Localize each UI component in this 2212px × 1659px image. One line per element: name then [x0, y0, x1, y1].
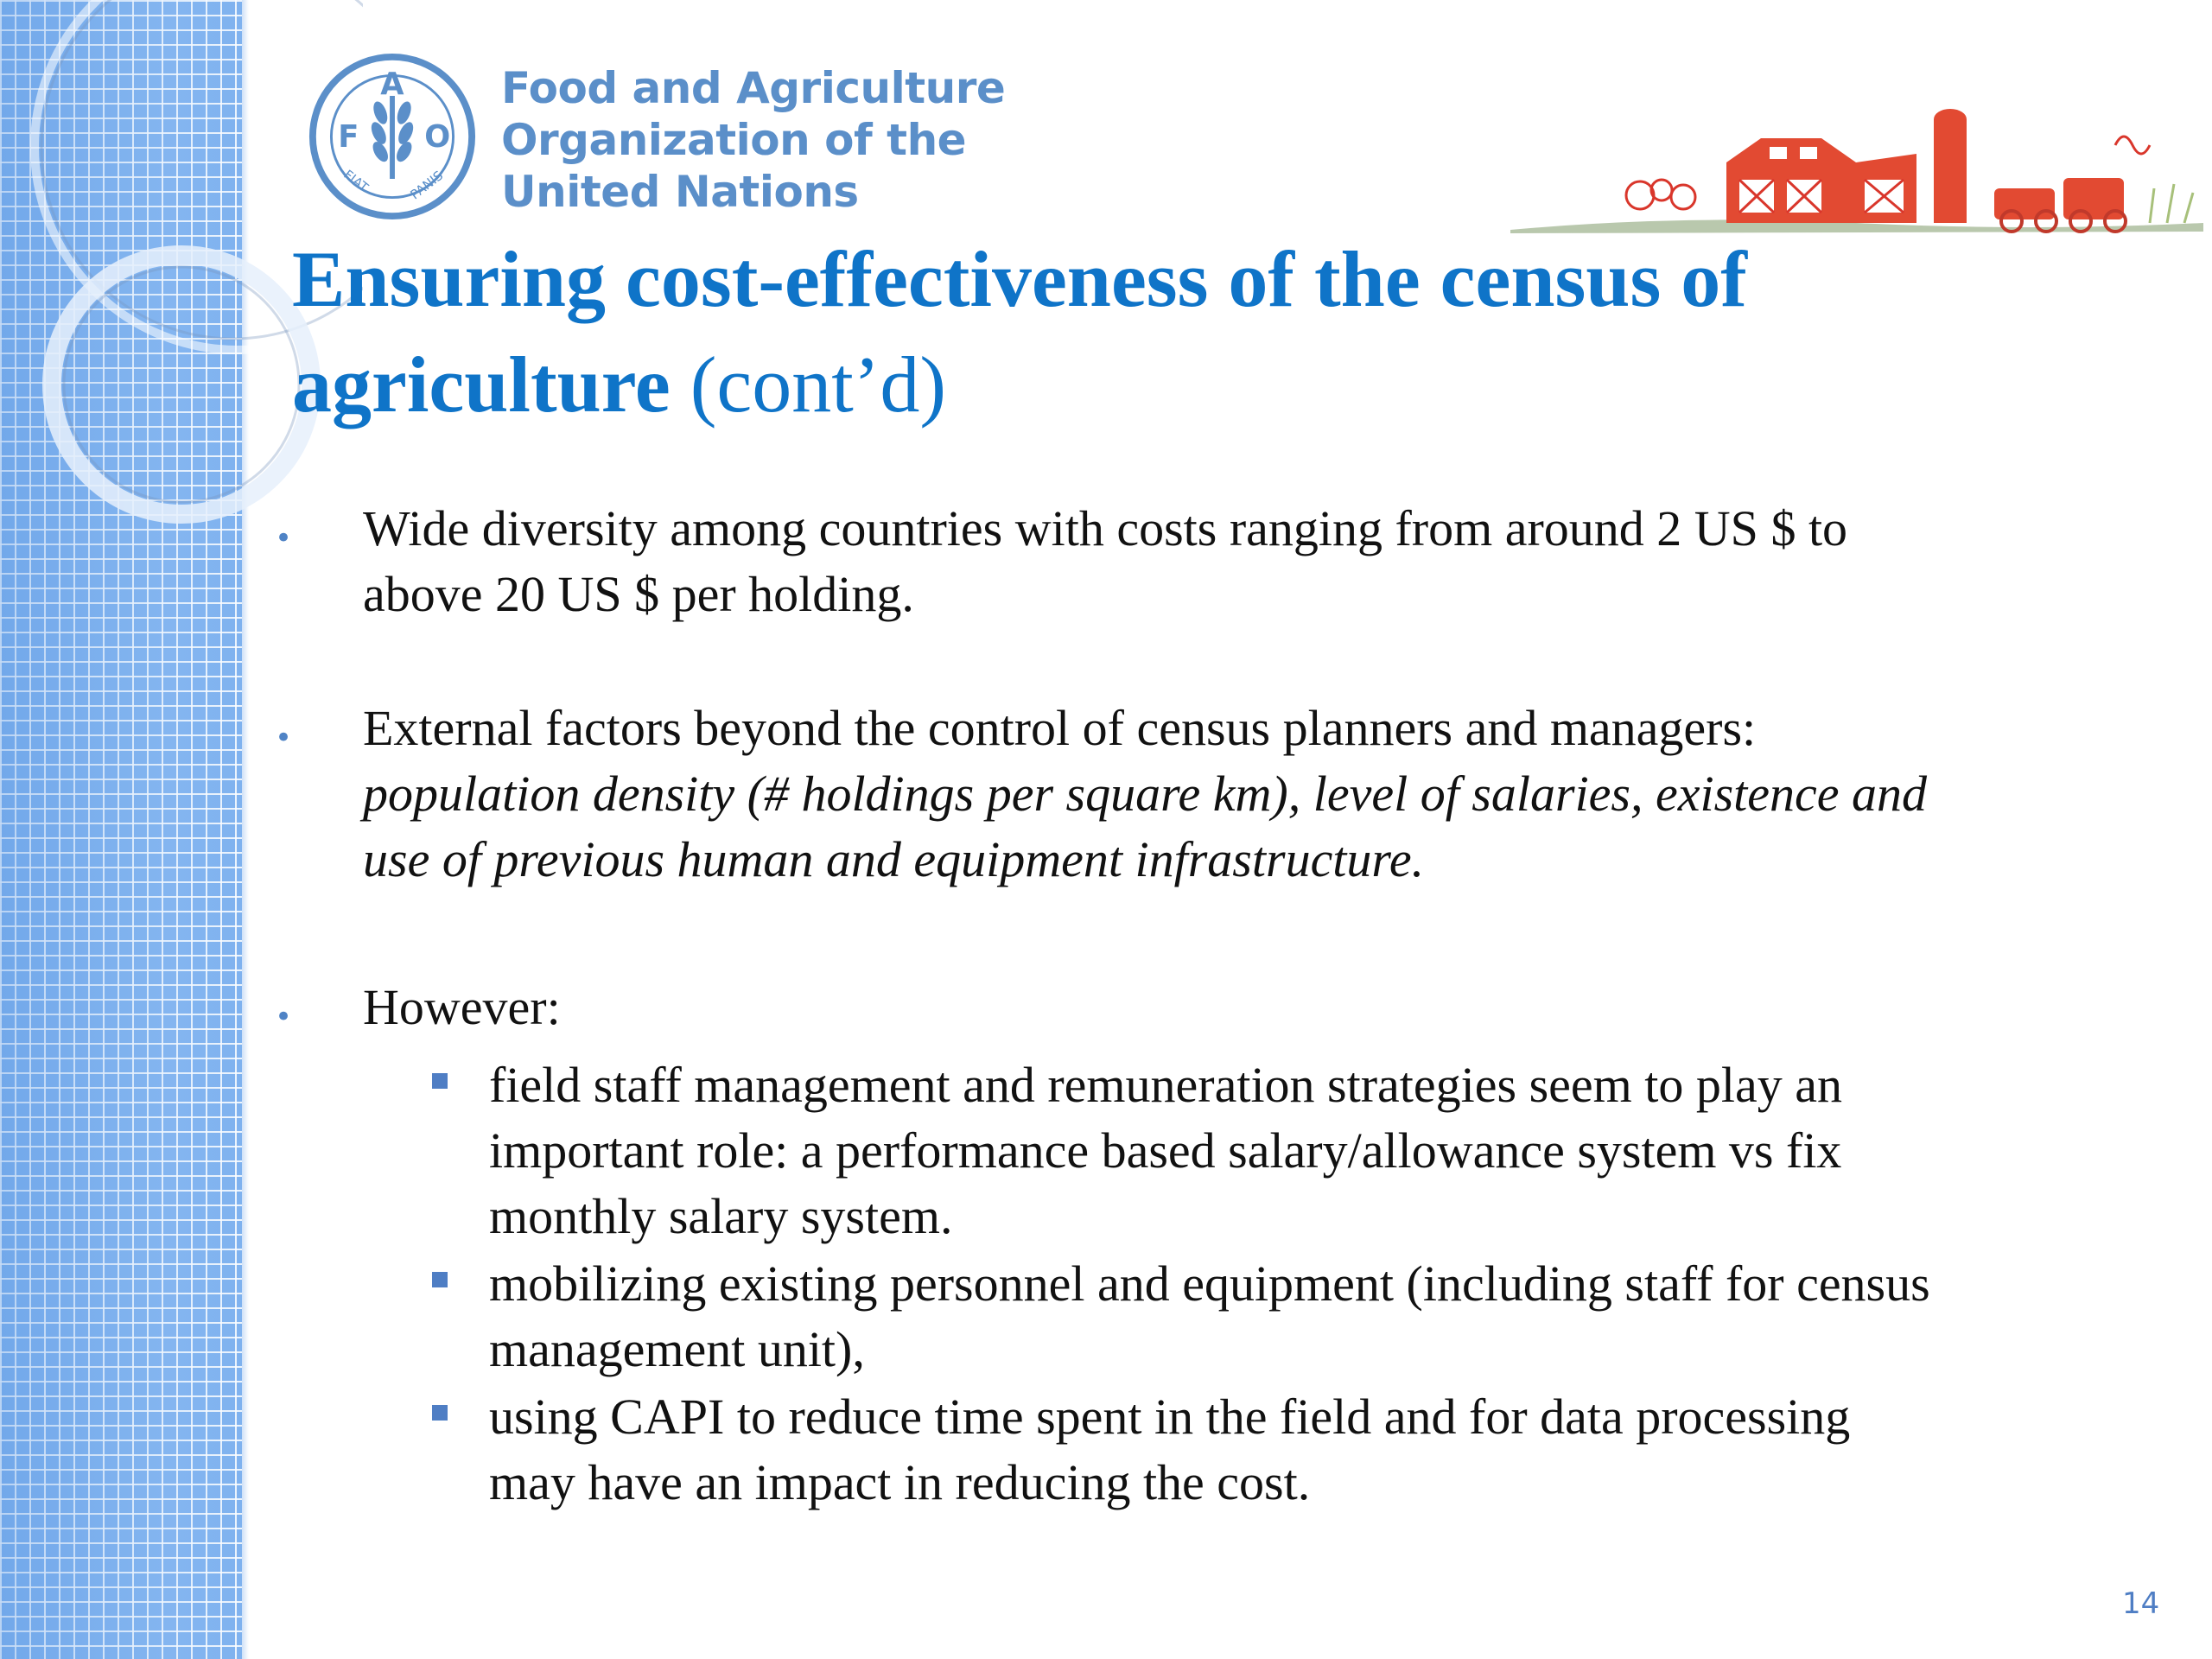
- title-line-2: agriculture: [292, 340, 671, 429]
- bullet-3-line-1: However:: [363, 979, 561, 1035]
- logo-motto-right: PANIS: [407, 168, 447, 203]
- logo-letter-f: F: [338, 118, 359, 155]
- sub-bullet-3-line-2: may have an impact in reducing the cost.: [489, 1454, 1311, 1510]
- square-bullet-icon: [432, 1272, 448, 1287]
- org-name-line-3: United Nations: [501, 167, 859, 217]
- bullet-2-line-1: External factors beyond the control of census planners and managers:: [363, 700, 1757, 756]
- sub-bullet-3-line-1: using CAPI to reduce time spent in the field and for data processing: [489, 1389, 1851, 1445]
- bullet-2-italic-line-1: population density (# holdings per square km), level of salaries, existence and: [363, 766, 1928, 822]
- logo-motto-left: FIAT: [340, 167, 372, 195]
- sub-bullet-2-line-1: mobilizing existing personnel and equipment (including staff for census: [489, 1255, 1930, 1312]
- square-bullet-icon: [432, 1405, 448, 1421]
- dot-bullet-icon: •: [275, 521, 293, 556]
- bullet-1-line-2: above 20 US $ per holding.: [363, 566, 914, 622]
- sub-bullet-2-line-2: management unit),: [489, 1321, 865, 1377]
- logo-letter-a: A: [380, 67, 404, 102]
- page-number: 14: [2122, 1586, 2160, 1621]
- logo-letter-o: O: [424, 118, 451, 155]
- sub-bullet-1-line-1: field staff management and remuneration strategies seem to play an: [489, 1057, 1842, 1113]
- bullet-1-line-1: Wide diversity among countries with costs ranging from around 2 US $ to: [363, 500, 1848, 556]
- title-line-1: Ensuring cost-effectiveness of the census of: [292, 235, 1747, 323]
- sub-bullet-1-line-3: monthly salary system.: [489, 1188, 953, 1244]
- dot-bullet-icon: •: [275, 721, 293, 755]
- org-name-line-1: Food and Agriculture: [501, 63, 1006, 113]
- title-suffix: (cont’d): [670, 340, 947, 429]
- dot-bullet-icon: •: [275, 1000, 293, 1034]
- sub-bullet-1-line-2: important role: a performance based salary/allowance system vs fix: [489, 1122, 1842, 1179]
- org-name-line-2: Organization of the: [501, 115, 967, 165]
- square-bullet-icon: [432, 1073, 448, 1089]
- bullet-2-italic-line-2: use of previous human and equipment infrastructure.: [363, 831, 1425, 887]
